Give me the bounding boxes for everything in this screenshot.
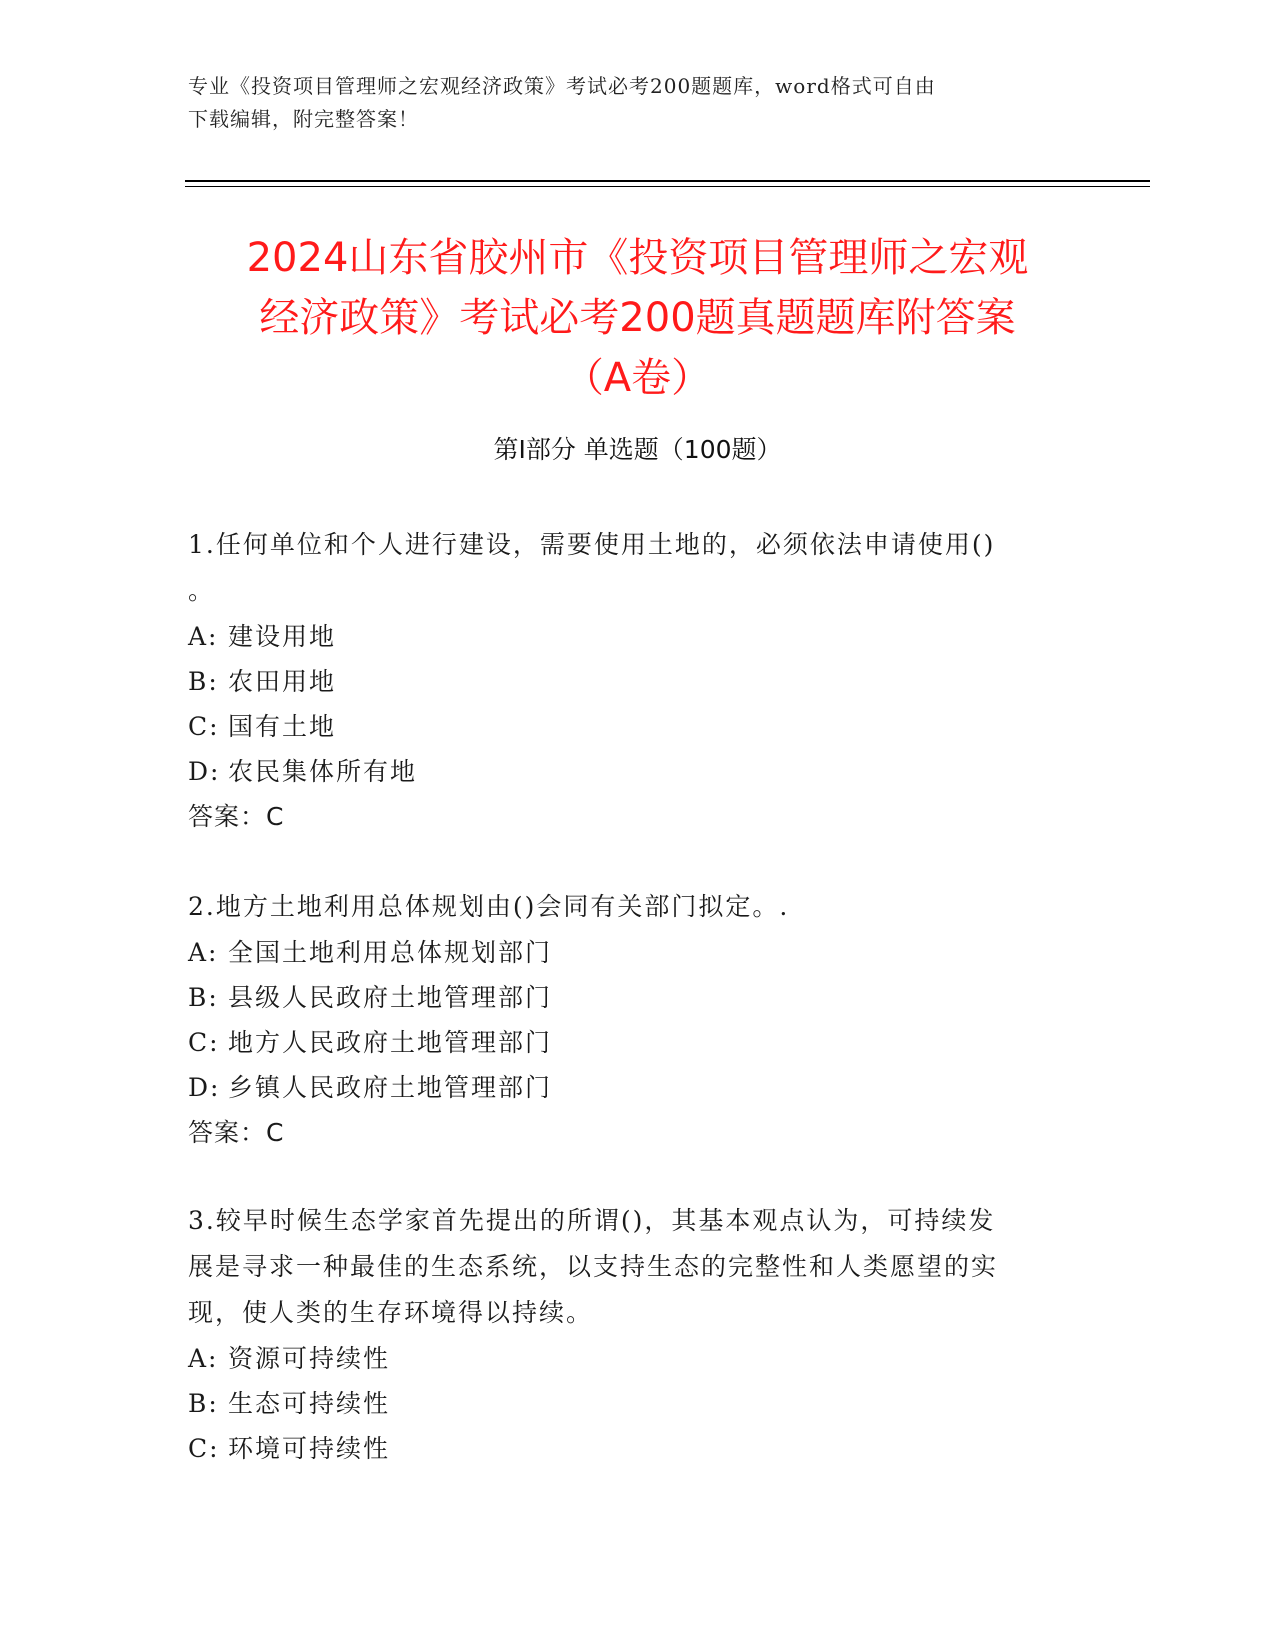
option-letter: D: xyxy=(188,757,221,786)
option-text: 农民集体所有地 xyxy=(228,757,418,786)
option-letter: B: xyxy=(188,983,219,1012)
option-a xyxy=(188,614,1068,659)
question-stem-line: 3.较早时候生态学家首先提出的所谓()，其基本观点认为，可持续发 xyxy=(188,1206,996,1235)
answer: 答案：C xyxy=(188,1118,285,1147)
question-3 xyxy=(188,1198,1068,1471)
option-c xyxy=(188,1426,1068,1471)
option-a xyxy=(188,930,1068,975)
option-d xyxy=(188,749,1068,794)
option-b xyxy=(188,1381,1068,1426)
option-text: 地方人民政府土地管理部门 xyxy=(228,1028,553,1057)
document-title-line-1: 2024山东省胶州市《投资项目管理师之宏观 xyxy=(246,235,1029,281)
question-stem-line: 展是寻求一种最佳的生态系统，以支持生态的完整性和人类愿望的实 xyxy=(188,1252,999,1281)
option-text: 生态可持续性 xyxy=(228,1389,391,1418)
document-title xyxy=(150,228,1125,408)
option-letter: A: xyxy=(188,1344,219,1373)
document-title-line-2: 经济政策》考试必考200题真题题库附答案 xyxy=(259,295,1016,341)
option-text: 全国土地利用总体规划部门 xyxy=(228,938,553,967)
option-text: 建设用地 xyxy=(228,622,337,651)
header-note xyxy=(188,70,1088,136)
option-letter: C: xyxy=(188,712,220,741)
header-note-line-1: 专业《投资项目管理师之宏观经济政策》考试必考200题题库，word格式可自由 xyxy=(188,74,936,98)
answer: 答案：C xyxy=(188,802,285,831)
question-stem-line: 。 xyxy=(188,576,216,605)
option-text: 乡镇人民政府土地管理部门 xyxy=(228,1073,553,1102)
question-2 xyxy=(188,884,1068,1156)
option-d xyxy=(188,1065,1068,1110)
option-a xyxy=(188,1336,1068,1381)
option-text: 资源可持续性 xyxy=(228,1344,391,1373)
option-text: 农田用地 xyxy=(228,667,337,696)
header-divider-thin xyxy=(185,186,1150,187)
option-b xyxy=(188,659,1068,704)
option-letter: A: xyxy=(188,938,219,967)
document-title-line-3: （A卷） xyxy=(563,355,712,401)
option-b xyxy=(188,975,1068,1020)
header-divider-thick xyxy=(185,180,1150,182)
question-stem-line: 2.地方土地利用总体规划由()会同有关部门拟定。. xyxy=(188,892,790,921)
question-stem-line: 现，使人类的生存环境得以持续。 xyxy=(188,1298,594,1327)
option-letter: A: xyxy=(188,622,219,651)
option-text: 县级人民政府土地管理部门 xyxy=(228,983,553,1012)
option-text: 国有土地 xyxy=(228,712,337,741)
question-1 xyxy=(188,522,1068,840)
option-letter: D: xyxy=(188,1073,221,1102)
option-text: 环境可持续性 xyxy=(228,1434,391,1463)
question-stem-line: 1.任何单位和个人进行建设，需要使用土地的，必须依法申请使用() xyxy=(188,530,996,559)
option-c xyxy=(188,704,1068,749)
section-heading: 第Ⅰ部分 单选题（100题） xyxy=(493,435,782,464)
option-letter: C: xyxy=(188,1434,220,1463)
option-c xyxy=(188,1020,1068,1065)
option-letter: B: xyxy=(188,667,219,696)
header-note-line-2: 下载编辑，附完整答案！ xyxy=(188,107,419,131)
option-letter: B: xyxy=(188,1389,219,1418)
option-letter: C: xyxy=(188,1028,220,1057)
